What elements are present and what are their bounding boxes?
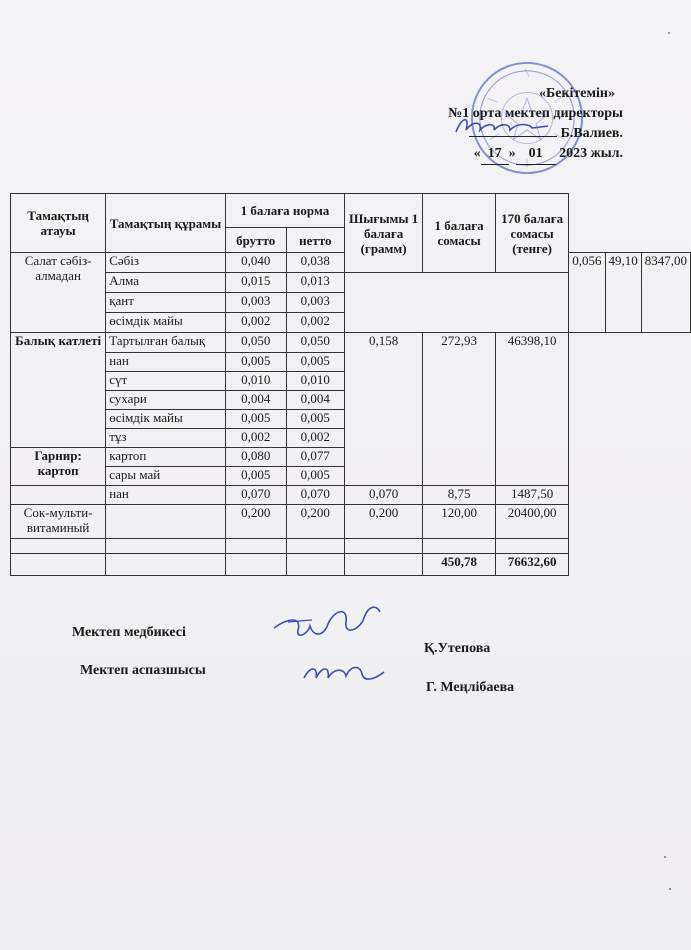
ingredient: нан (106, 353, 226, 372)
brutto-value: 0,002 (225, 313, 286, 333)
ingredient: Алма (106, 273, 226, 293)
brutto-value: 0,070 (225, 486, 286, 505)
header-norm: 1 балаға норма (225, 194, 344, 228)
header-cost-one: 1 балаға сомасы (423, 194, 496, 273)
netto-value: 0,005 (286, 467, 344, 486)
netto-value: 0,200 (286, 505, 344, 539)
date-quote-close: » (508, 146, 516, 161)
table-row (11, 539, 691, 554)
brutto-value: 0,050 (225, 333, 286, 353)
ingredient: сары май (106, 467, 226, 486)
total-cost-170: 76632,60 (495, 554, 568, 576)
ingredient: өсімдік майы (106, 410, 226, 429)
ingredient: тұз (106, 429, 226, 448)
brutto-value: 0,040 (225, 253, 286, 273)
cost-one-value: 120,00 (423, 505, 496, 539)
cost-170-value: 20400,00 (495, 505, 568, 539)
dish-name: Гарнир: картоп (11, 448, 106, 486)
approval-title: «Бекітемін» (538, 86, 615, 101)
date-day: 17 (481, 144, 509, 165)
nurse-signature (268, 600, 388, 650)
menu-table (10, 193, 691, 576)
cost-one-value: 272,93 (423, 333, 496, 486)
netto-value: 0,077 (286, 448, 344, 467)
cook-signature (300, 652, 390, 692)
ingredient: нан (106, 486, 226, 505)
netto-value: 0,002 (286, 429, 344, 448)
ingredient: өсімдік майы (106, 313, 226, 333)
brutto-value: 0,015 (225, 273, 286, 293)
brutto-value: 0,004 (225, 391, 286, 410)
output-value: 0,070 (345, 486, 423, 505)
header-netto: нетто (286, 228, 344, 253)
netto-value: 0,002 (286, 313, 344, 333)
netto-value: 0,070 (286, 486, 344, 505)
date-month: 01 (516, 144, 556, 165)
paper-speck (664, 856, 666, 858)
cook-name: Г. Меңлібаева (426, 680, 515, 695)
header-dish-name: Тамақтың атауы (11, 194, 106, 253)
director-signature-blank (469, 136, 557, 137)
approval-block (448, 84, 623, 165)
approval-signature-line (448, 124, 623, 144)
output-value: 0,200 (345, 505, 423, 539)
ingredient: картоп (106, 448, 226, 467)
brutto-value: 0,003 (225, 293, 286, 313)
header-composition: Тамақтың құрамы (106, 194, 226, 253)
brutto-value: 0,005 (225, 353, 286, 372)
brutto-value: 0,010 (225, 372, 286, 391)
dish-name: Балық катлеті (11, 333, 106, 448)
cost-170-value: 8347,00 (641, 253, 690, 333)
cost-170-value: 46398,10 (495, 333, 568, 486)
cost-170-value: 1487,50 (495, 486, 568, 505)
header-output: Шығымы 1 балаға (грамм) (345, 194, 423, 273)
nurse-name: Қ.Утепова (424, 641, 491, 656)
netto-value: 0,003 (286, 293, 344, 313)
ingredient: Тартылған балық (106, 333, 226, 353)
total-cost-one: 450,78 (423, 554, 496, 576)
netto-value: 0,005 (286, 410, 344, 429)
netto-value: 0,004 (286, 391, 344, 410)
brutto-value: 0,005 (225, 467, 286, 486)
brutto-value: 0,080 (225, 448, 286, 467)
cost-one-value: 49,10 (605, 253, 641, 333)
director-name: Б.Валиев. (560, 126, 623, 141)
netto-value: 0,050 (286, 333, 344, 353)
paper-speck (668, 32, 670, 34)
approval-date (448, 144, 623, 165)
header-cost-170: 170 балаға сомасы (тенге) (495, 194, 568, 273)
ingredient: сүт (106, 372, 226, 391)
ingredient: қант (106, 293, 226, 313)
date-quote-open: « (473, 146, 481, 161)
brutto-value: 0,005 (225, 410, 286, 429)
table-row (11, 505, 691, 539)
netto-value: 0,005 (286, 353, 344, 372)
date-year: 2023 жыл. (559, 146, 623, 161)
brutto-value: 0,002 (225, 429, 286, 448)
header-brutto: брутто (225, 228, 286, 253)
netto-value: 0,013 (286, 273, 344, 293)
paper-speck (669, 888, 671, 890)
cost-one-value: 8,75 (423, 486, 496, 505)
table-row (11, 333, 691, 353)
netto-value: 0,038 (286, 253, 344, 273)
cook-role: Мектеп аспазшысы (80, 663, 206, 678)
dish-name: Сок-мульти-витаминый (11, 505, 106, 539)
table-row (11, 486, 691, 505)
totals-row (11, 554, 691, 576)
approval-position: №1 орта мектеп директоры (448, 106, 623, 121)
ingredient: сухари (106, 391, 226, 410)
brutto-value: 0,200 (225, 505, 286, 539)
output-value: 0,056 (569, 253, 605, 333)
netto-value: 0,010 (286, 372, 344, 391)
ingredient: Сәбіз (106, 253, 226, 273)
dish-name: Салат сәбіз-алмадан (11, 253, 106, 333)
output-value: 0,158 (345, 333, 423, 486)
nurse-role: Мектеп медбикесі (72, 625, 186, 640)
